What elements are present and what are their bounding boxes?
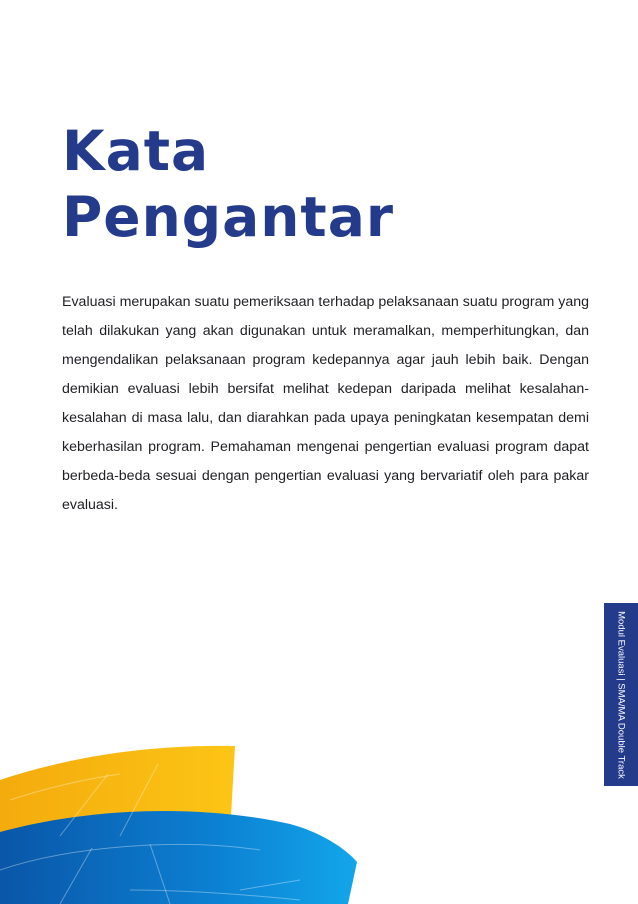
side-tab [604,603,638,786]
decorative-wave-graphic [0,740,360,904]
intro-paragraph: Evaluasi merupakan suatu pemeriksaan terhadap pelaksanaan suatu program yang telah dilakukan yang akan digunakan untuk meramalkan, memperhitungkan, dan mengendalikan pelaksanaan program kedepannya agar jauh lebih baik. Dengan demikian evaluasi lebih bersifat melihat kedepan daripada melihat kesalahan-kesalahan di masa lalu, dan diarahkan pada upaya peningkatan kesempatan demi keberhasilan program. Pemahaman mengenai pengertian evaluasi program dapat berbeda-beda sesuai dengan pengertian evaluasi yang bervariatif oleh para pakar evaluasi. [62,294,589,513]
page-title-line-1: Kata [62,119,210,183]
blue-wave-shape [0,811,357,904]
page-title [62,118,394,250]
side-tab-label: Modul Evaluasi | SMA/MA Double Track [615,610,627,779]
page-title-line-2: Pengantar [62,185,394,249]
